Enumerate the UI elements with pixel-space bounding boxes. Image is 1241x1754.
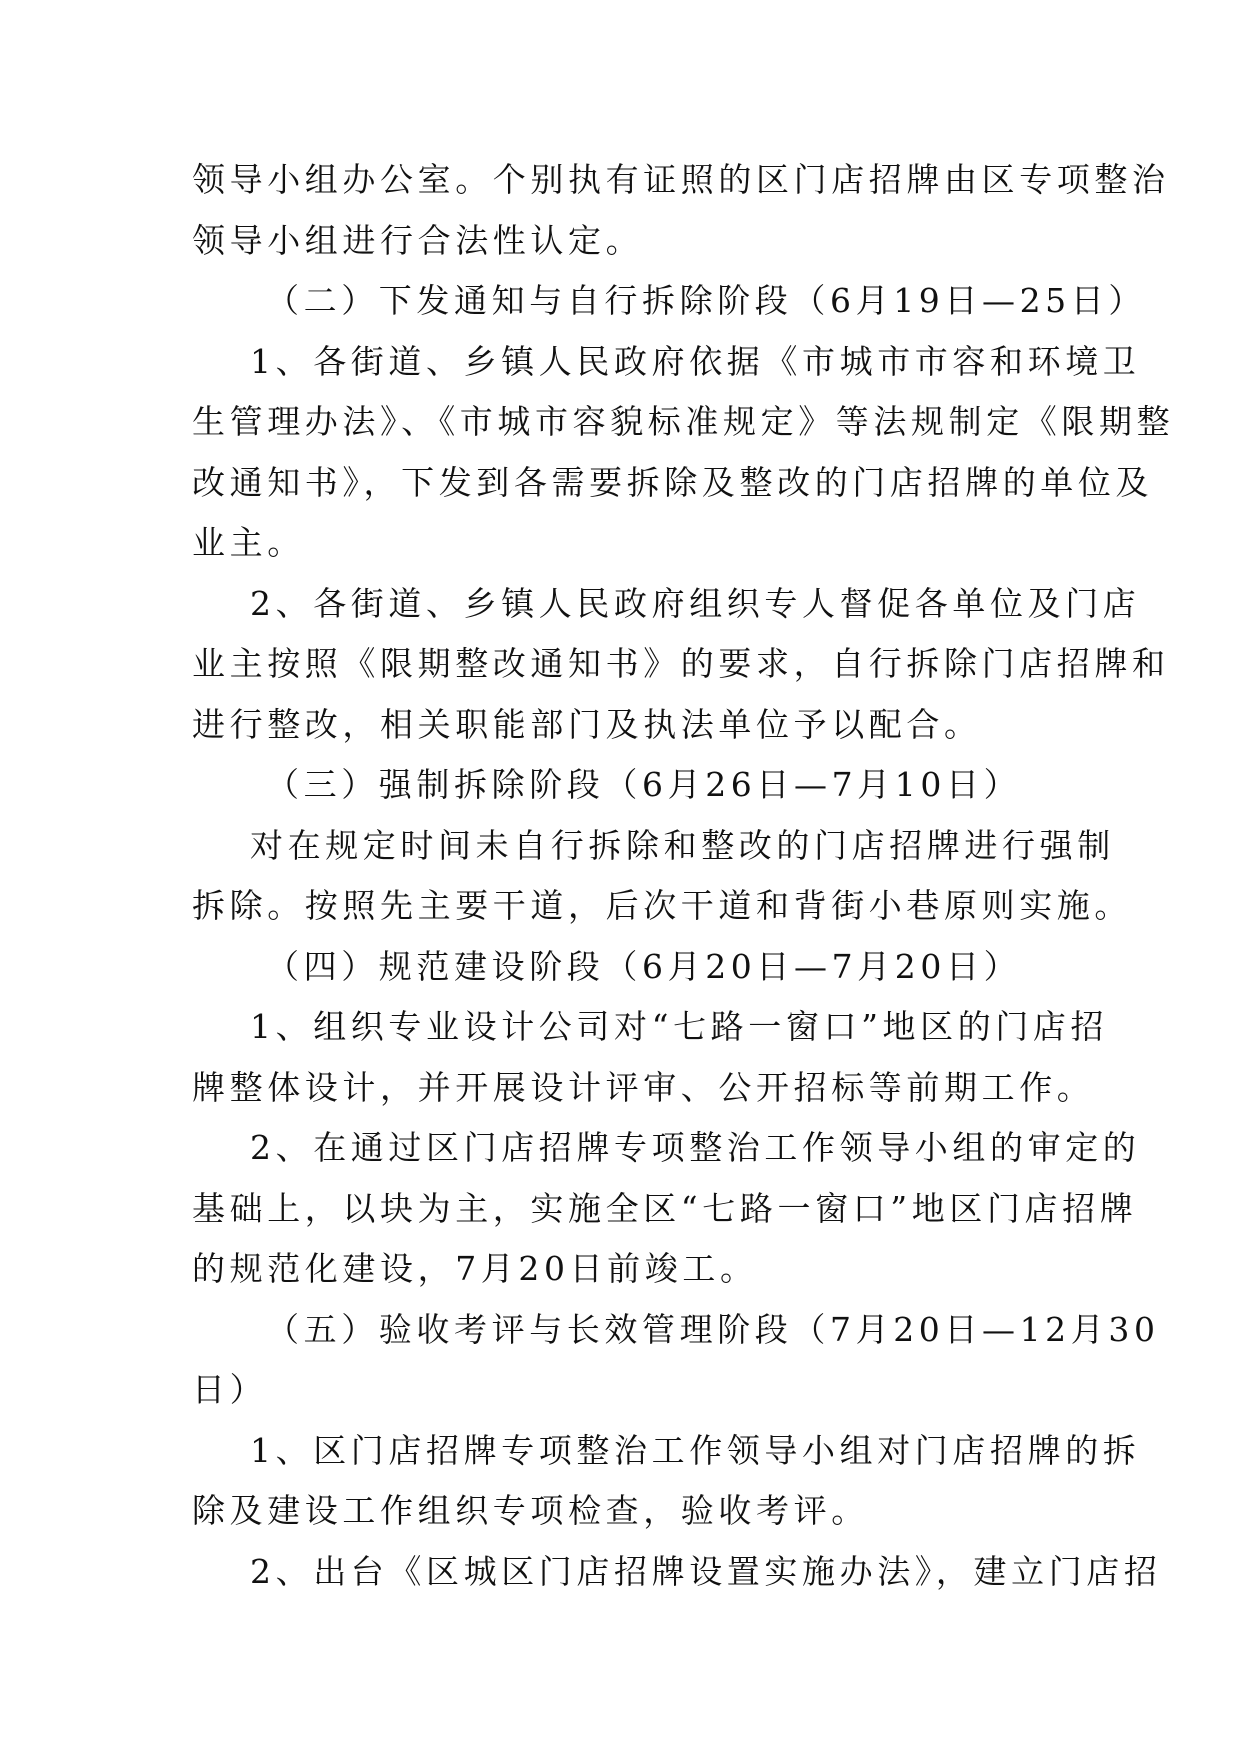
text-line: 对在规定时间未自行拆除和整改的门店招牌进行强制 (250, 825, 1115, 865)
text-line: 2、在通过区门店招牌专项整治工作领导小组的审定的 (250, 1128, 1141, 1167)
document-body (192, 150, 1175, 1602)
section-heading: （二）下发通知与自行拆除阶段（6月19日—25日） (266, 281, 1146, 320)
text-line: 领导小组办公室。个别执有证照的区门店招牌由区专项整治 (192, 160, 1170, 199)
section-heading: （四）规范建设阶段（6月20日—7月20日） (266, 946, 1022, 986)
text-line: 1、区门店招牌专项整治工作领导小组对门店招牌的拆 (250, 1430, 1141, 1470)
text-line: 1、各街道、乡镇人民政府依据《市城市市容和环境卫 (250, 341, 1141, 381)
text-line: 基础上，以块为主，实施全区“七路一窗口”地区门店招牌 (192, 1188, 1138, 1228)
text-line: 除及建设工作组织专项检查，验收考评。 (192, 1491, 869, 1530)
text-line: 1、组织专业设计公司对“七路一窗口”地区的门店招 (250, 1007, 1109, 1046)
text-line: 进行整改，相关职能部门及执法单位予以配合。 (192, 704, 982, 744)
text-line: 改通知书》，下发到各需要拆除及整改的门店招牌的单位及 (192, 462, 1154, 502)
text-line: 牌整体设计，并开展设计评审、公开招标等前期工作。 (192, 1067, 1095, 1107)
text-line: 拆除。按照先主要干道，后次干道和背街小巷原则实施。 (192, 886, 1132, 925)
section-heading: （三）强制拆除阶段（6月26日—7月10日） (266, 765, 1022, 804)
text-line: 业主按照《限期整改通知书》的要求，自行拆除门店招牌和 (192, 644, 1170, 683)
text-line: 日） (192, 1370, 268, 1409)
text-line: 的规范化建设，7月20日前竣工。 (192, 1249, 758, 1288)
text-line: 2、出台《区城区门店招牌设置实施办法》，建立门店招 (250, 1551, 1162, 1591)
text-line: 领导小组进行合法性认定。 (192, 220, 644, 260)
text-line: 2、各街道、乡镇人民政府组织专人督促各单位及门店 (250, 583, 1141, 623)
section-heading: （五）验收考评与长效管理阶段（7月20日—12月30 (266, 1309, 1160, 1349)
text-line: 生管理办法》、《市城市容貌标准规定》等法规制定《限期整 (192, 402, 1175, 441)
text-line: 业主。 (192, 523, 305, 562)
